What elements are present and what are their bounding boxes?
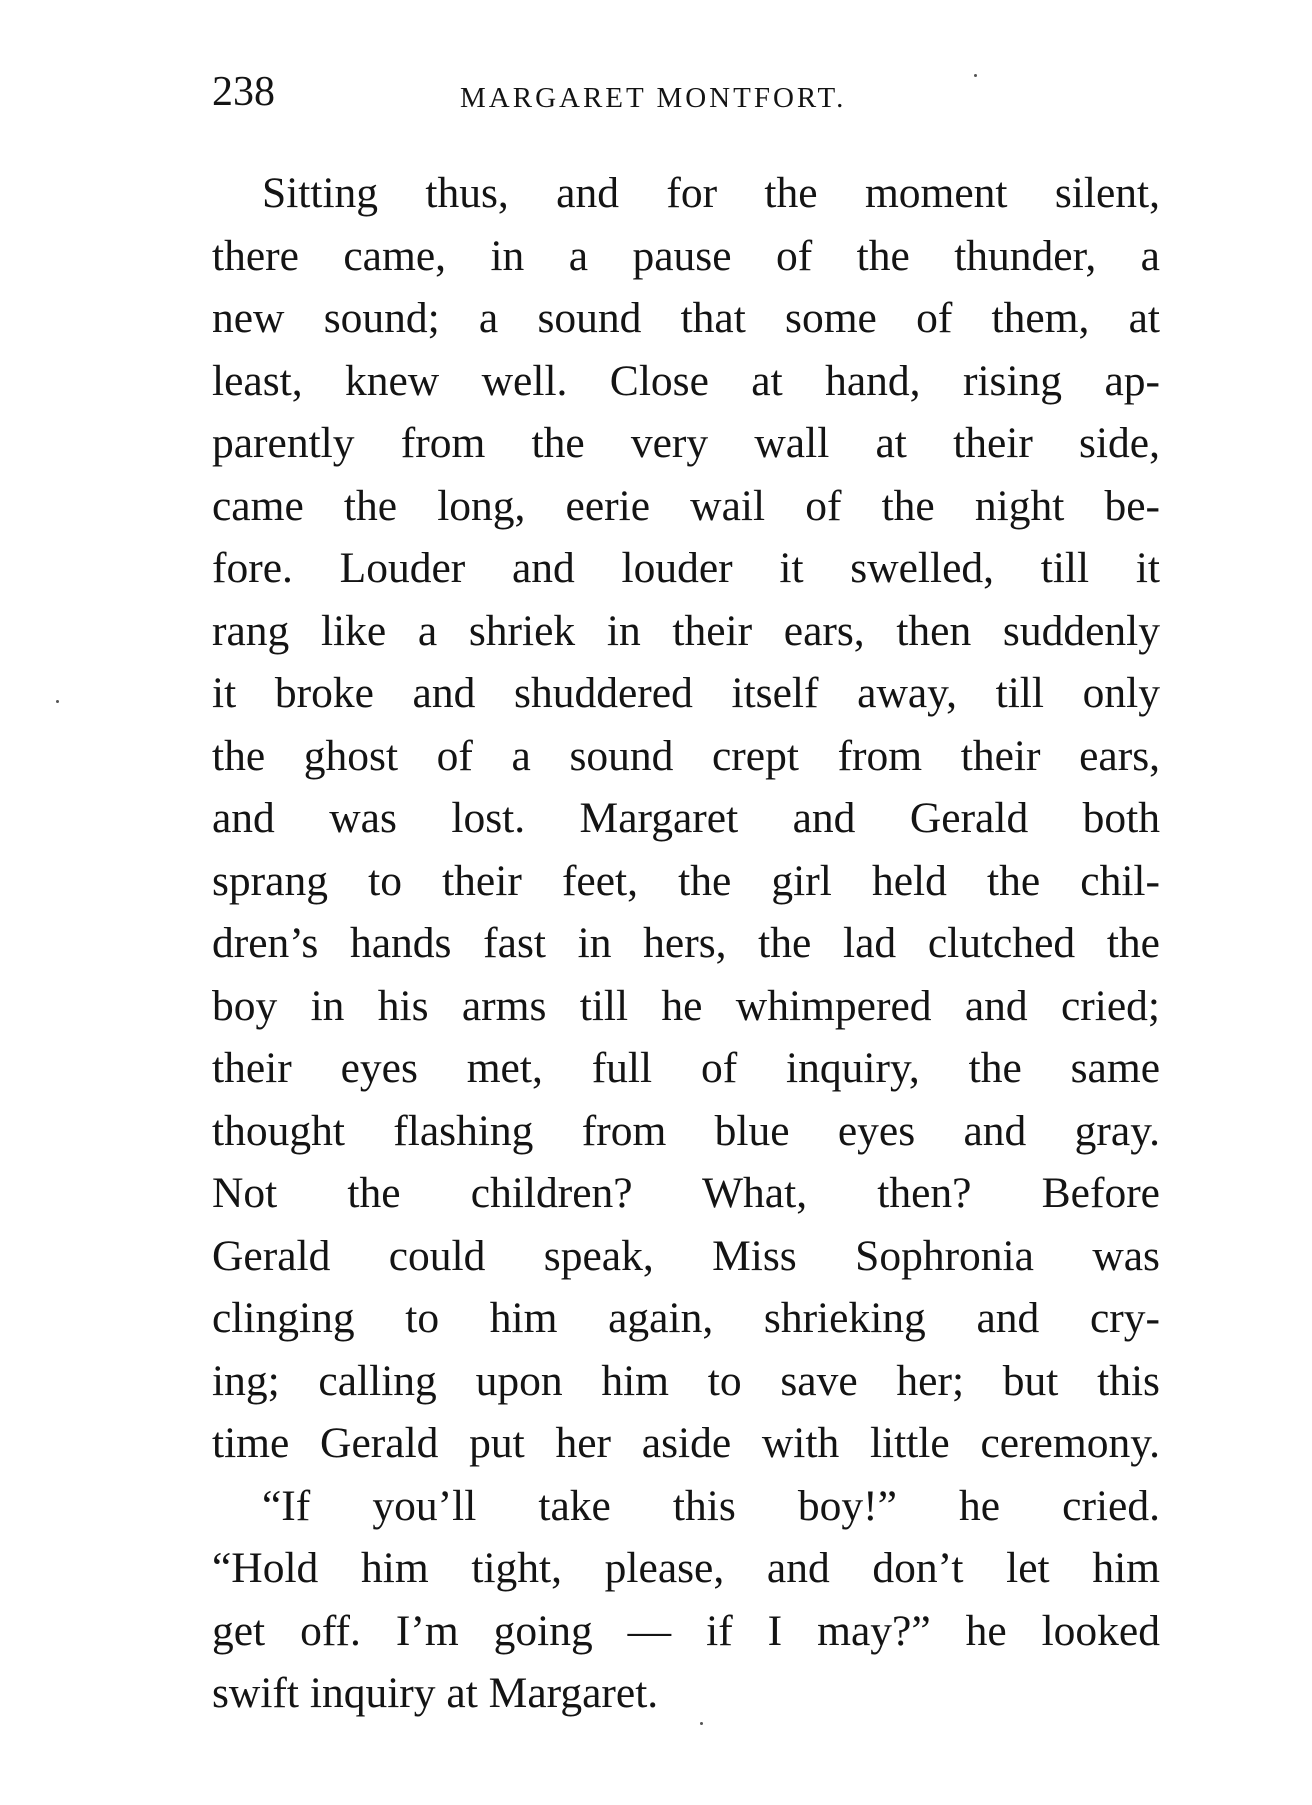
- text-line: parently from the very wall at their side,: [212, 419, 1160, 467]
- text-line: fore. Louder and louder it swelled, till it: [212, 544, 1160, 592]
- running-head: [212, 62, 1160, 122]
- text-line: least, knew well. Close at hand, rising ap-: [212, 356, 1160, 405]
- text-line: dren’s hands fast in hers, the lad clutched the: [212, 919, 1160, 967]
- text-line: there came, in a pause of the thunder, a: [212, 231, 1160, 280]
- text-line: came the long, eerie wail of the night be-: [212, 481, 1160, 530]
- text-line: sprang to their feet, the girl held the chil-: [212, 856, 1160, 905]
- text-line: boy in his arms till he whimpered and cried;: [212, 981, 1160, 1030]
- paper-speck: [974, 74, 977, 77]
- text-line: new sound; a sound that some of them, at: [212, 294, 1160, 342]
- text-line: Sitting thus, and for the moment silent,: [262, 169, 1160, 217]
- text-line: ing; calling upon him to save her; but this: [212, 1356, 1160, 1405]
- text-line: swift inquiry at Margaret.: [212, 1669, 659, 1717]
- paper-speck: [700, 1722, 703, 1725]
- running-title: MARGARET MONTFORT.: [460, 82, 847, 114]
- text-line: Gerald could speak, Miss Sophronia was: [212, 1231, 1160, 1280]
- body-text: [212, 162, 1160, 1725]
- paper-speck: [56, 700, 59, 703]
- text-line: the ghost of a sound crept from their ears,: [212, 731, 1160, 780]
- text-line: time Gerald put her aside with little ceremony.: [212, 1419, 1160, 1467]
- text-line: rang like a shriek in their ears, then suddenly: [212, 606, 1160, 655]
- text-line: “Hold him tight, please, and don’t let him: [212, 1544, 1160, 1592]
- page-number: 238: [212, 69, 275, 115]
- text-line: get off. I’m going — if I may?” he looked: [212, 1606, 1160, 1655]
- text-line: their eyes met, full of inquiry, the same: [212, 1044, 1160, 1092]
- text-line: thought flashing from blue eyes and gray.: [212, 1106, 1160, 1155]
- text-line: Not the children? What, then? Before: [212, 1169, 1160, 1217]
- text-line: clinging to him again, shrieking and cry-: [212, 1294, 1160, 1342]
- text-line: “If you’ll take this boy!” he cried.: [262, 1481, 1160, 1530]
- text-line: it broke and shuddered itself away, till only: [212, 669, 1160, 717]
- text-line: and was lost. Margaret and Gerald both: [212, 794, 1160, 842]
